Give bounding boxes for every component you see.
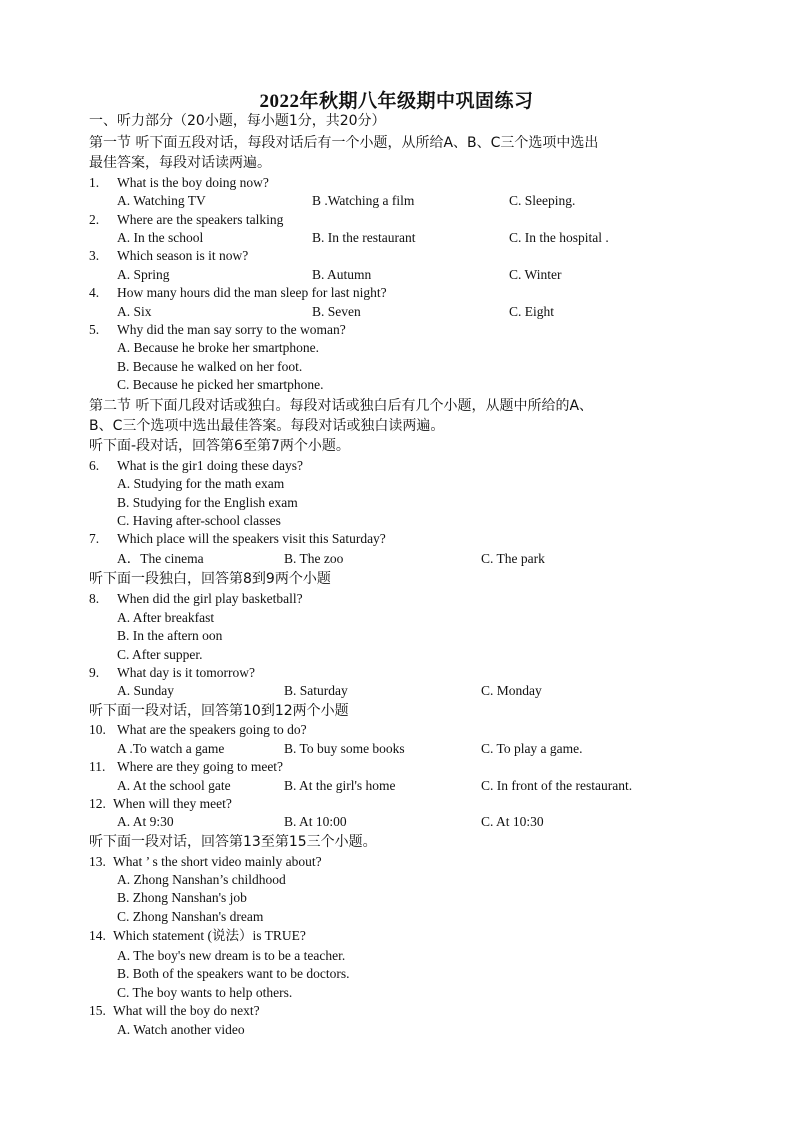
option-a: A. Spring: [117, 267, 170, 282]
option-b: B. At 10:00: [284, 814, 347, 829]
option-b: B. At the girl's home: [284, 778, 396, 793]
question-number: 13.: [89, 854, 106, 869]
option-b: B .Watching a film: [312, 193, 415, 208]
option-a: A. Studying for the math exam: [117, 476, 285, 491]
question-text: What will the boy do next?: [113, 1003, 260, 1018]
question-number: 4.: [89, 285, 100, 300]
question-text: How many hours did the man sleep for last night?: [117, 285, 387, 300]
question-number: 10.: [89, 722, 106, 737]
question-number: 6.: [89, 458, 100, 473]
option-b: B. To buy some books: [284, 741, 405, 756]
question-text: What ’ s the short video mainly about?: [113, 854, 322, 869]
option-b: B. In the aftern oon: [117, 628, 223, 643]
question-text: When did the girl play basketball?: [117, 591, 303, 606]
question-number: 1.: [89, 175, 100, 190]
option-a: A. Watching TV: [117, 193, 206, 208]
option-c: C. Winter: [509, 267, 562, 282]
question-text: What is the boy doing now?: [117, 175, 269, 190]
option-c: C. The park: [481, 551, 545, 566]
question-text: Where are they going to meet?: [117, 759, 284, 774]
option-c: C. The boy wants to help others.: [117, 985, 293, 1000]
option-c: C. In the hospital .: [509, 230, 609, 245]
question-text: When will they meet?: [113, 796, 232, 811]
instruction-q13-15: 听下面一段对话，回答第13至第15三个小题。: [89, 834, 377, 850]
option-a: A. Six: [117, 304, 152, 319]
question-text: What day is it tomorrow?: [117, 665, 255, 680]
option-b: B. Saturday: [284, 683, 348, 698]
question-text: What is the gir1 doing these days?: [117, 458, 303, 473]
option-a: A. After breakfast: [117, 610, 215, 625]
option-a: A. At the school gate: [117, 778, 231, 793]
question-number: 3.: [89, 248, 100, 263]
question-text: Which place will the speakers visit this Saturday?: [117, 531, 386, 546]
question-number: 9.: [89, 665, 100, 680]
instruction-q10-12: 听下面一段对话，回答第10到12两个小题: [89, 703, 349, 719]
option-b: B. Zhong Nanshan's job: [117, 890, 247, 905]
option-c: C. Monday: [481, 683, 542, 698]
question-number: 12.: [89, 796, 106, 811]
option-a: A. Watch another video: [117, 1022, 245, 1037]
page-title: 2022年秋期八年级期中巩固练习: [259, 91, 534, 112]
question-text: Which season is it now?: [117, 248, 249, 263]
option-b: B. The zoo: [284, 551, 344, 566]
option-b: B. Because he walked on her foot.: [117, 359, 303, 374]
option-a: A .To watch a game: [117, 741, 225, 756]
option-c: C. After supper.: [117, 647, 203, 662]
option-a: A. At 9:30: [117, 814, 174, 829]
question-number: 14.: [89, 928, 106, 943]
option-c: C. Sleeping.: [509, 193, 576, 208]
question-text: Which statement (说法）is TRUE?: [113, 928, 306, 943]
question-text: What are the speakers going to do?: [117, 722, 307, 737]
question-number: 8.: [89, 591, 100, 606]
section2-instructions-line1: 第二节 听下面几段对话或独白。每段对话或独白后有几个小题，从题中所给的A、: [89, 398, 594, 414]
option-a: A．The cinema: [117, 551, 204, 566]
option-c: C. Eight: [509, 304, 555, 319]
option-a: A. In the school: [117, 230, 204, 245]
question-number: 2.: [89, 212, 100, 227]
option-c: C. At 10:30: [481, 814, 544, 829]
option-b: B. Both of the speakers want to be doctors.: [117, 966, 350, 981]
question-number: 5.: [89, 322, 100, 337]
question-number: 15.: [89, 1003, 106, 1018]
option-c: C. In front of the restaurant.: [481, 778, 633, 793]
option-c: C. Because he picked her smartphone.: [117, 377, 324, 392]
option-c: C. Zhong Nanshan's dream: [117, 909, 264, 924]
question-text: Why did the man say sorry to the woman?: [117, 322, 346, 337]
option-a: A. The boy's new dream is to be a teacher.: [117, 948, 346, 963]
option-b: B. Autumn: [312, 267, 372, 282]
option-b: B. Seven: [312, 304, 361, 319]
option-b: B. In the restaurant: [312, 230, 416, 245]
option-b: B. Studying for the English exam: [117, 495, 298, 510]
question-number: 7.: [89, 531, 100, 546]
option-c: C. To play a game.: [481, 741, 583, 756]
option-a: A. Because he broke her smartphone.: [117, 340, 320, 355]
instruction-q8-9: 听下面一段独白，回答第8到9两个小题: [89, 571, 331, 587]
option-c: C. Having after-school classes: [117, 513, 281, 528]
section2-instructions-line2: B、C三个选项中选出最佳答案。每段对话或独白读两遍。: [89, 418, 445, 434]
instruction-q6-7: 听下面-段对话，回答第6至第7两个小题。: [89, 438, 350, 454]
question-number: 11.: [89, 759, 106, 774]
option-a: A. Sunday: [117, 683, 174, 698]
option-a: A. Zhong Nanshan’s childhood: [117, 872, 286, 887]
part1-heading: 一、听力部分（20小题，每小题1分，共20分）: [89, 113, 386, 129]
section1-instructions-line2: 最佳答案，每段对话读两遍。: [89, 155, 271, 171]
question-text: Where are the speakers talking: [117, 212, 284, 227]
section1-instructions-line1: 第一节 听下面五段对话，每段对话后有一个小题，从所给A、B、C三个选项中选出: [89, 135, 599, 151]
